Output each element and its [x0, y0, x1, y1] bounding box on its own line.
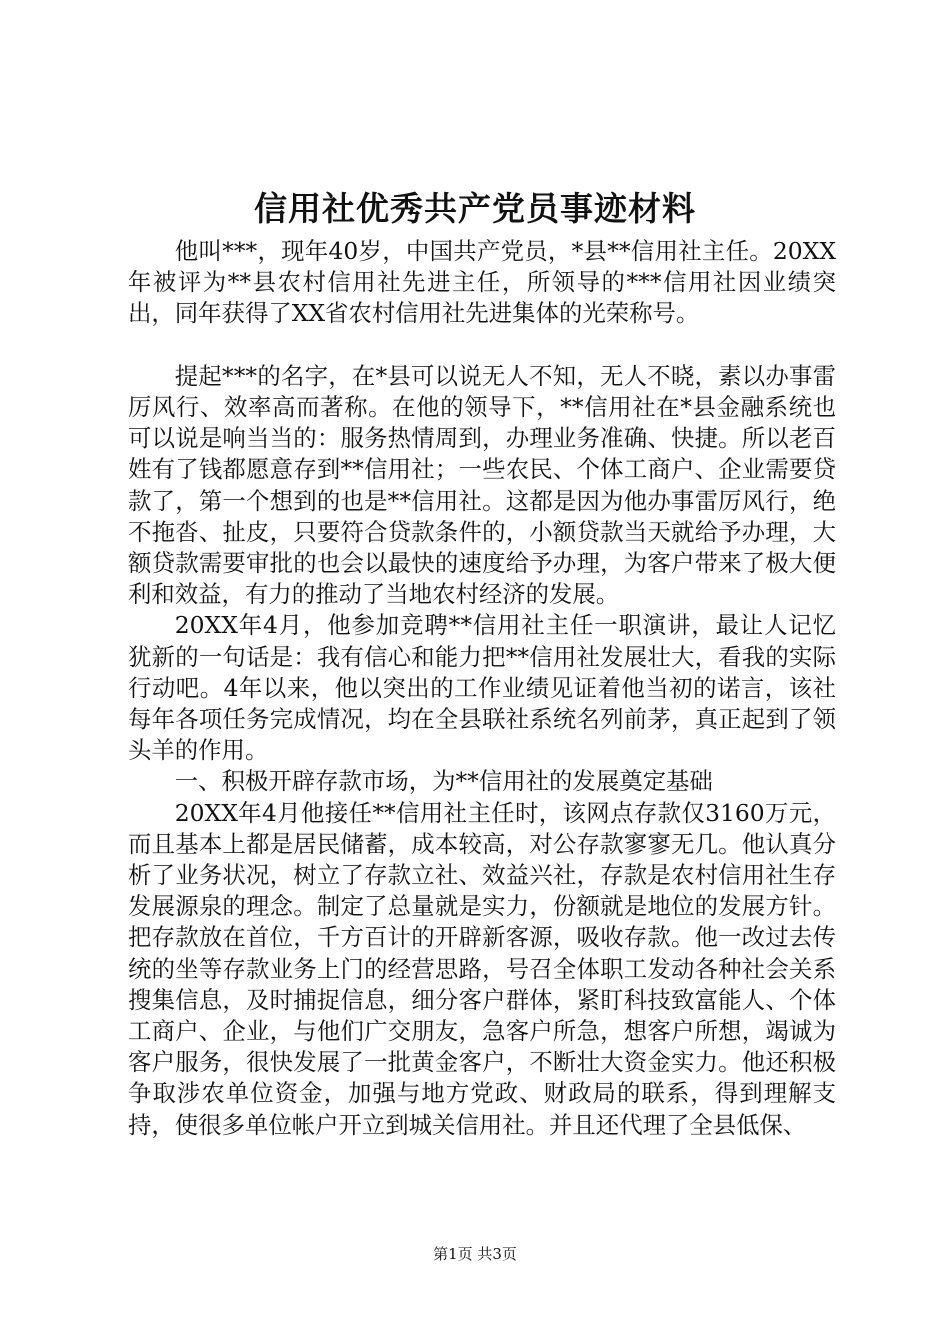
paragraph-deposits: 20XX年4月他接任**信用社主任时，该网点存款仅3160万元，而且基本上都是居民储蓄，成本较高，对公存款寥寥无几。他认真分析了业务状况，树立了存款立社、效益兴社，存款是农村信用社生存发展源泉的理念。制定了总量就是实力，份额就是地位的发展方针。把存款放在首位，千方百计的开辟新客源，吸收存款。他一改过去传统的坐等存款业务上门的经营思路，号召全体职工发动各种社会关系搜集信息，及时捕捉信息，细分客户群体，紧盯科技致富能人、个体工商户、企业，与他们广交朋友，急客户所急，想客户所想，竭诚为客户服务，很快发展了一批黄金客户，不断壮大资金实力。他还积极争取涉农单位资金，加强与地方党政、财政局的联系，得到理解支持，使很多单位帐户开立到城关信用社。并且还代理了全县低保、 [128, 798, 836, 1139]
document-title: 信用社优秀共产党员事迹材料 [254, 189, 696, 228]
document-body [128, 236, 836, 1141]
paragraph-intro: 他叫***，现年40岁，中国共产党员，*县**信用社主任。20XX年被评为**县农村信用社先进主任，所领导的***信用社因业绩突出，同年获得了XX省农村信用社先进集体的光荣称号。 [128, 237, 836, 328]
paragraph-appointment: 20XX年4月，他参加竞聘**信用社主任一职演讲，最让人记忆犹新的一句话是：我有信心和能力把**信用社发展壮大，看我的实际行动吧。4年以来，他以突出的工作业绩见证着他当初的诺言，该社每年各项任务完成情况，均在全县联社系统名列前茅，真正起到了领头羊的作用。 [128, 611, 836, 765]
paragraph-reputation: 提起***的名字，在*县可以说无人不知，无人不晓，素以办事雷厉风行、效率高而著称。在他的领导下，**信用社在*县金融系统也可以说是响当当的：服务热情周到，办理业务准确、快捷。所以老百姓有了钱都愿意存到**信用社；一些农民、个体工商户、企业需要贷款了，第一个想到的也是**信用社。这都是因为他办事雷厉风行，绝不拖沓、扯皮，只要符合贷款条件的，小额贷款当天就给予办理，大额贷款需要审批的也会以最快的速度给予办理，为客户带来了极大便利和效益，有力的推动了当地农村经济的发展。 [128, 361, 836, 609]
section-heading-deposits: 一、积极开辟存款市场，为**信用社的发展奠定基础 [174, 767, 713, 796]
page-number-footer: 第1页 共3页 [433, 1245, 517, 1263]
